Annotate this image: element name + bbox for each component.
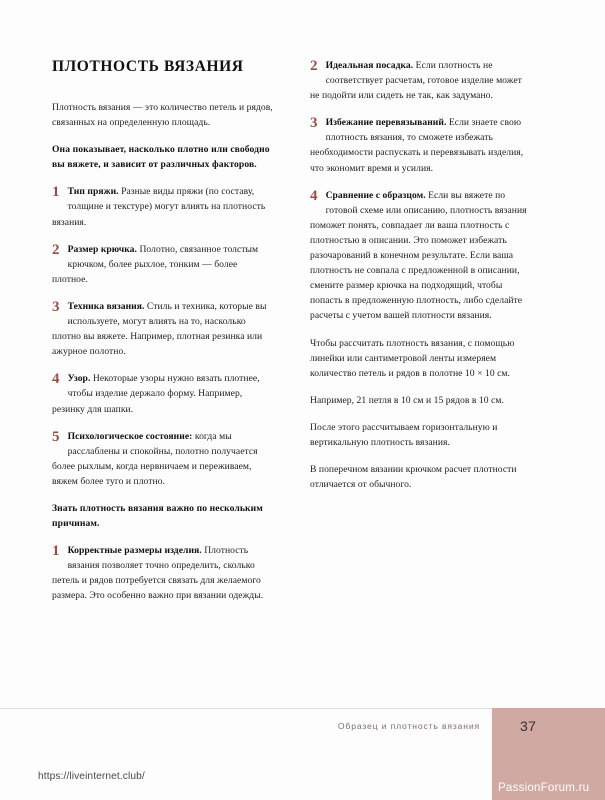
list-item bbox=[310, 188, 533, 324]
item-number: 3 bbox=[310, 115, 318, 132]
watermark-liveinternet: https://liveinternet.club/ bbox=[38, 771, 145, 782]
page-number: 37 bbox=[520, 718, 537, 734]
list-item bbox=[52, 429, 275, 489]
body-paragraph: После этого рассчитываем горизонтальную и вертикальную плотность вязания. bbox=[310, 421, 498, 448]
page-content bbox=[52, 58, 552, 708]
item-body: когда мы расслаблены и спокойны, полотно получается более рыхлым, когда нервничаем и переживаем, вяжем более туго и плотно. bbox=[52, 430, 258, 487]
intro-paragraph: Плотность вязания — это количество петель и рядов, связанных на определенную площадь. bbox=[52, 102, 273, 129]
item-body: Полотно, связанное толстым крючком, более рыхлое, тонким — более плотное. bbox=[52, 243, 259, 285]
item-number: 4 bbox=[310, 187, 318, 204]
body-paragraph: Чтобы рассчитать плотность вязания, с помощью линейки или сантиметровой ленты измеряем количество петель и рядов в полотне 10 × 10 см. bbox=[310, 337, 515, 379]
item-number: 2 bbox=[310, 58, 318, 74]
item-number: 3 bbox=[52, 298, 60, 315]
item-body: Если вы вяжете по готовой схеме или описанию, плотность вязания поможет понять, совпадает ли ваша плотность с плотностью в описании. Это поможет избежать разочарований в конечном результате. Если ваша плотность не совпала с предложенной в описании, смените размер крючка на подходящий, чтобы попасть в предложенную плотность, либо сделайте расчеты с учетом вашей плотности вязания. bbox=[310, 189, 527, 322]
item-lead: Идеальная посадка. bbox=[325, 60, 414, 71]
item-body: Стиль и техника, которые вы используете, могут влиять на то, насколько плотно вы вяжете. Например, плотная резинка или ажурное полотно. bbox=[52, 300, 267, 358]
right-column bbox=[310, 58, 533, 504]
item-number: 5 bbox=[52, 428, 60, 445]
list-item bbox=[52, 371, 275, 416]
list-item bbox=[52, 242, 275, 287]
page-footer bbox=[0, 708, 605, 800]
item-number: 4 bbox=[52, 371, 60, 388]
item-lead: Сравнение с образцом. bbox=[325, 189, 426, 201]
item-lead: Тип пряжи. bbox=[67, 186, 119, 198]
item-body: Если плотность не соответствует расчетам, готовое изделие может не подойти или сидеть не так, как задумано. bbox=[310, 60, 522, 102]
lead-bold-paragraph: Она показывает, насколько плотно или свободно вы вяжете, и зависит от различных факторов. bbox=[52, 144, 270, 171]
body-paragraph: В поперечном вязании крючком расчет плотности отличается от обычного. bbox=[310, 464, 517, 491]
item-lead: Избежание перевязываний. bbox=[325, 117, 447, 129]
item-lead: Техника вязания. bbox=[67, 300, 145, 312]
item-lead: Размер крючка. bbox=[67, 243, 137, 255]
running-head: Образец и плотность вязания bbox=[337, 721, 480, 731]
item-lead: Узор. bbox=[67, 373, 91, 385]
list-item bbox=[52, 184, 275, 229]
list-item bbox=[52, 299, 275, 359]
item-body: Если знаете свою плотность вязания, то сможете избежать необходимости распускать и перевязывать изделия, что экономит время и усилия. bbox=[310, 117, 524, 174]
body-paragraph: Например, 21 петля в 10 см и 15 рядов в 10 см. bbox=[310, 394, 504, 406]
left-column bbox=[52, 100, 275, 616]
item-body: Плотность вязания позволяет точно определить, сколько петель и рядов потребуется связать для желаемого размера. Это особенно важно при вязании одежды. bbox=[52, 545, 264, 602]
reasons-heading: Знать плотность вязания важно по нескольким причинам. bbox=[52, 502, 263, 530]
folio-box bbox=[492, 708, 605, 800]
list-item bbox=[310, 58, 533, 103]
item-number: 2 bbox=[52, 241, 60, 258]
item-lead: Корректные размеры изделия. bbox=[67, 545, 202, 557]
item-lead: Психологическое состояние: bbox=[67, 430, 193, 442]
item-number: 1 bbox=[52, 543, 60, 560]
item-body: Некоторые узоры нужно вязать плотнее, чтобы изделие держало форму. Например, резинку для шапки. bbox=[52, 373, 260, 415]
page-title: ПЛОТНОСТЬ ВЯЗАНИЯ bbox=[52, 58, 244, 75]
item-number: 1 bbox=[52, 184, 60, 201]
list-item bbox=[310, 115, 533, 175]
watermark-passionforum: PassionForum.ru bbox=[498, 781, 590, 794]
list-item bbox=[52, 543, 275, 603]
item-body: Разные виды пряжи (по составу, толщине и текстуре) могут влиять на плотность вязания. bbox=[52, 186, 266, 228]
